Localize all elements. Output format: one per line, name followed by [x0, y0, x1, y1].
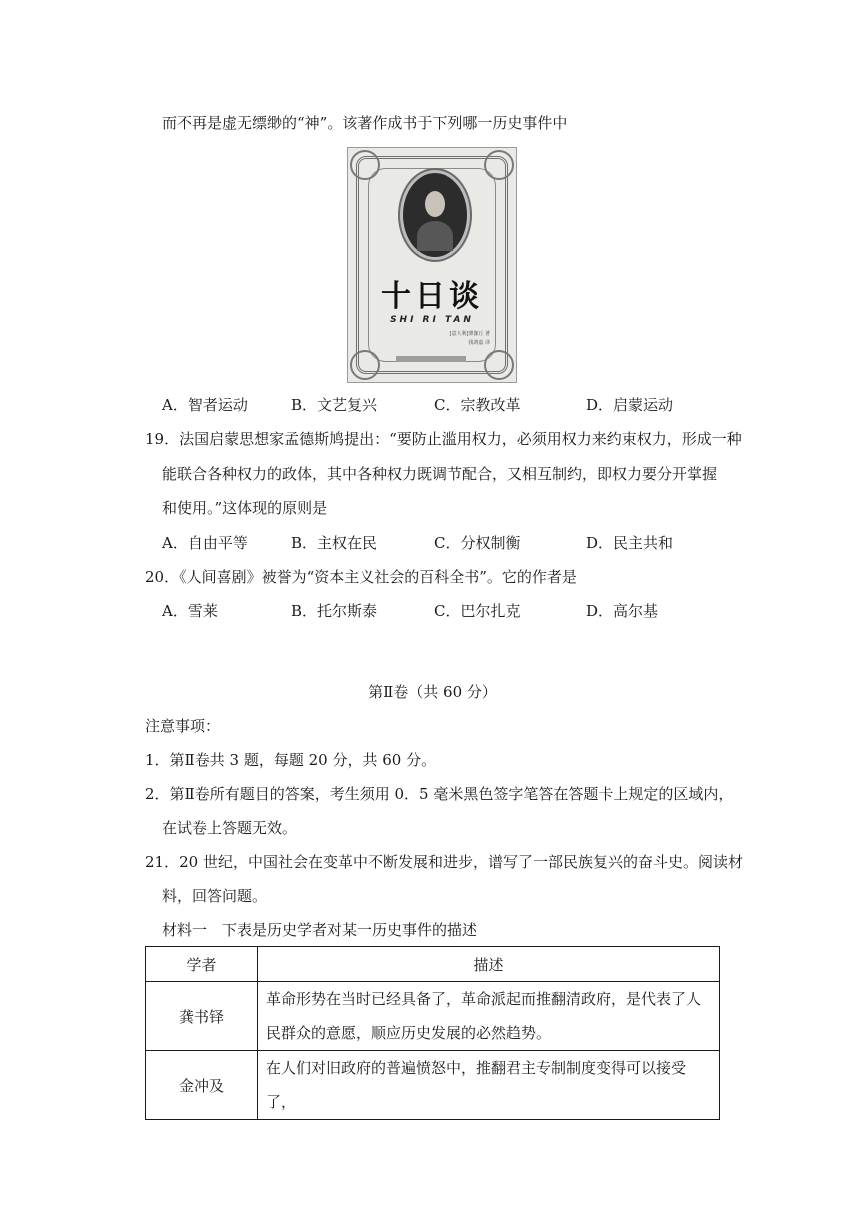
q19-option-c: C．分权制衡 — [434, 534, 521, 552]
q19-line-1: 19．法国启蒙思想家孟德斯鸠提出：“要防止滥用权力，必须用权力来约束权力，形成一种 — [145, 430, 742, 448]
material-1-caption: 材料一 下表是历史学者对某一历史事件的描述 — [162, 921, 478, 939]
table-header-row — [146, 947, 720, 982]
table-cell-scholar: 龚书铎 — [146, 982, 258, 1051]
book-translator-line: 钱鸿嘉 译 — [468, 340, 490, 346]
notice-item-2-line-2: 在试卷上答题无效。 — [162, 819, 298, 837]
table-header-scholar: 学者 — [146, 947, 258, 982]
notice-item-1: 1．第Ⅱ卷共 3 题，每题 20 分，共 60 分。 — [145, 751, 437, 769]
q18-text: 而不再是虚无缥缈的“神”。该著作成书于下列哪一历史事件中 — [162, 114, 568, 132]
section-2-heading: 第Ⅱ卷（共 60 分） — [368, 683, 497, 701]
table-cell-description — [258, 1051, 720, 1120]
book-subtitle: SHI RI TAN — [390, 315, 474, 325]
q20-text: 20．《人间喜剧》被誉为“资本主义社会的百科全书”。它的作者是 — [145, 568, 577, 586]
description-line: 革命形势在当时已经具备了，革命派起而推翻清政府，是代表了人 — [266, 990, 702, 1008]
q19-line-2: 能联合各种权力的政体，其中各种权力既调节配合，又相互制约，即权力要分开掌握 — [162, 465, 718, 483]
scholar-description-table — [145, 946, 720, 1120]
table-row — [146, 982, 720, 1051]
q18-option-a: A．智者运动 — [162, 396, 248, 414]
q19-option-b: B．主权在民 — [291, 534, 378, 552]
book-title: 十日谈 — [381, 279, 483, 314]
notice-title: 注意事项： — [145, 717, 221, 735]
book-publisher-strip — [396, 356, 466, 362]
q20-option-c: C．巴尔扎克 — [434, 602, 521, 620]
q19-line-3: 和使用。”这体现的原则是 — [162, 499, 328, 517]
book-cover-image — [347, 147, 517, 383]
q20-option-a: A．雪莱 — [162, 602, 218, 620]
table-header-description: 描述 — [258, 947, 720, 982]
table-cell-description — [258, 982, 720, 1051]
q19-option-d: D．民主共和 — [586, 534, 674, 552]
q21-line-1: 21．20 世纪，中国社会在变革中不断发展和进步，谱写了一部民族复兴的奋斗史。阅读材 — [145, 853, 743, 871]
q18-option-c: C．宗教改革 — [434, 396, 521, 414]
q18-option-d: D．启蒙运动 — [586, 396, 674, 414]
table-cell-scholar: 金冲及 — [146, 1051, 258, 1120]
q18-option-b: B．文艺复兴 — [291, 396, 378, 414]
table-row — [146, 1051, 720, 1120]
portrait-oval — [400, 170, 470, 260]
q21-line-2: 料，回答问题。 — [162, 887, 268, 905]
q20-option-d: D．高尔基 — [586, 602, 659, 620]
description-line: 在人们对旧政府的普遍愤怒中，推翻君主专制制度变得可以接受了， — [266, 1059, 687, 1111]
description-line: 民群众的意愿，顺应历史发展的必然趋势。 — [266, 1024, 552, 1042]
q20-option-b: B．托尔斯泰 — [291, 602, 378, 620]
book-author-line: [意大利]薄伽丘 著 — [449, 331, 490, 337]
notice-item-2-line-1: 2．第Ⅱ卷所有题目的答案，考生须用 0．5 毫米黑色签字笔答在答题卡上规定的区域内， — [145, 785, 734, 803]
q19-option-a: A．自由平等 — [162, 534, 248, 552]
